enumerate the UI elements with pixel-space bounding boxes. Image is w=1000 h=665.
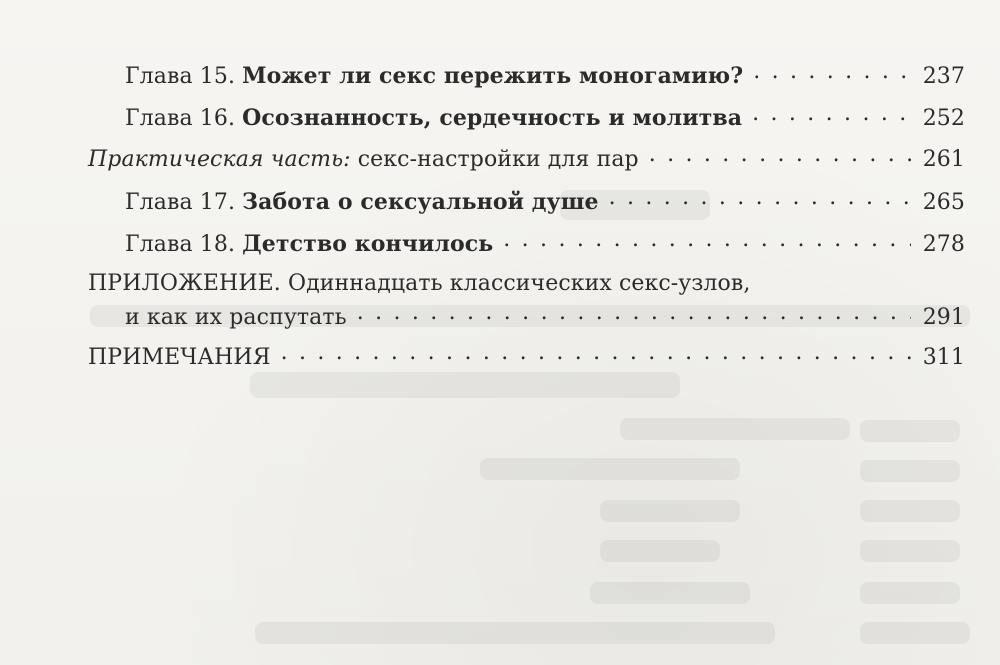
page-number: 237 <box>922 64 965 89</box>
page-number: 265 <box>922 190 965 215</box>
chapter-title: Детство кончилось <box>242 231 494 257</box>
toc-entry-chapter-17[interactable] <box>125 182 965 222</box>
toc-entry-chapter-18[interactable] <box>125 224 965 264</box>
toc-entry-appendix-line2[interactable] <box>125 298 965 338</box>
page-number: 278 <box>922 232 965 257</box>
page-number: 261 <box>922 147 965 172</box>
chapter-number: Глава 18. <box>125 232 236 257</box>
page-number: 311 <box>922 345 965 370</box>
toc-entry-chapter-15[interactable] <box>125 56 965 96</box>
dot-leader <box>649 146 911 168</box>
dot-leader <box>281 344 911 366</box>
toc-entry-chapter-16[interactable] <box>125 98 965 138</box>
toc-entry-notes[interactable] <box>88 338 965 378</box>
dot-leader <box>752 105 911 127</box>
dot-leader <box>357 304 911 326</box>
dot-leader <box>753 63 911 85</box>
dot-leader <box>609 189 911 211</box>
appendix-title-line2: и как их распутать <box>125 305 347 330</box>
toc-entry-practical-part[interactable] <box>88 140 965 180</box>
section-prefix: Практическая часть: <box>88 147 351 172</box>
chapter-title: Осознанность, сердечность и молитва <box>242 105 743 131</box>
appendix-title-line1: ПРИЛОЖЕНИЕ. Одиннадцать классических секс-узлов, <box>88 271 751 296</box>
dot-leader <box>503 231 911 253</box>
chapter-title: Забота о сексуальной душе <box>242 189 599 215</box>
notes-title: ПРИМЕЧАНИЯ <box>88 345 271 370</box>
chapter-title: Может ли секс пережить моногамию? <box>242 63 744 89</box>
chapter-number: Глава 15. <box>125 64 236 89</box>
chapter-number: Глава 17. <box>125 190 236 215</box>
chapter-number: Глава 16. <box>125 106 236 131</box>
section-title: секс-настройки для пар <box>357 147 639 172</box>
page-number: 291 <box>922 305 965 330</box>
page-number: 252 <box>922 106 965 131</box>
